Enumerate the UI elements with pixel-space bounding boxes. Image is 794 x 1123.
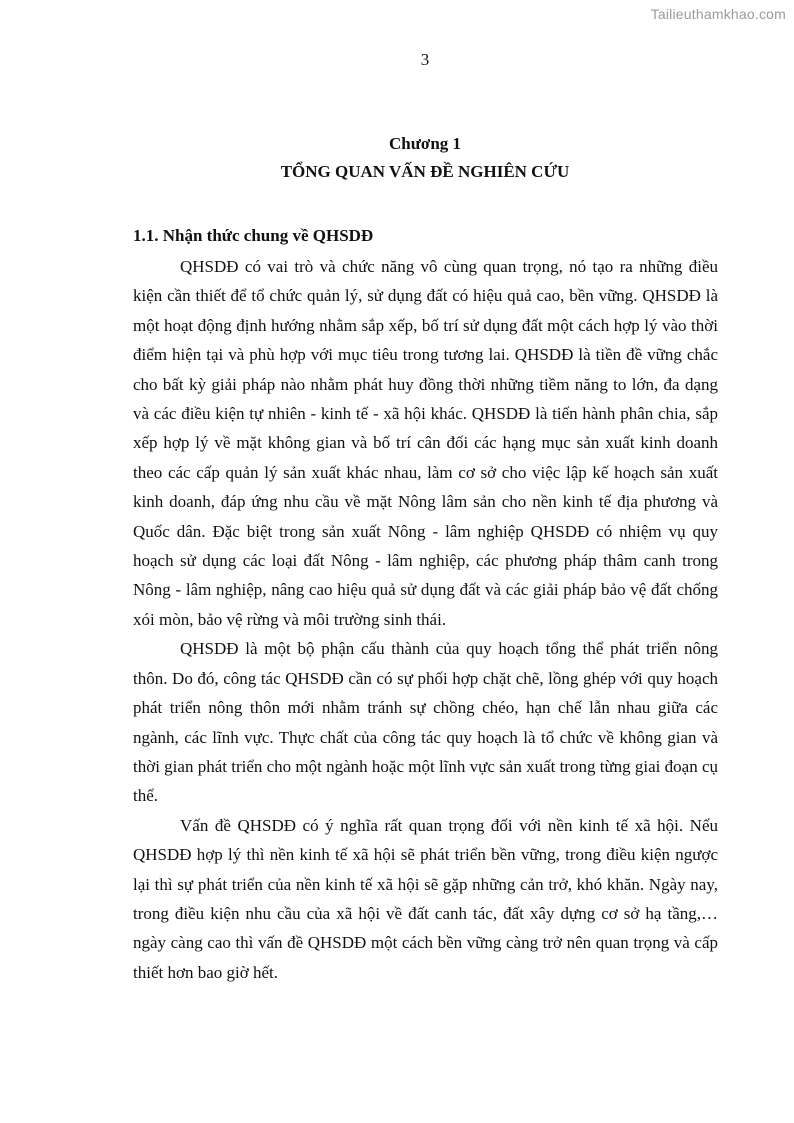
watermark: Tailieuthamkhao.com (650, 6, 786, 22)
paragraph-1: QHSDĐ có vai trò và chức năng vô cùng quan trọng, nó tạo ra những điều kiện cần thiết để tổ chức quản lý, sử dụng đất có hiệu quả cao, bền vững. QHSDĐ là một hoạt động định hướng nhằm sắp xếp, bố trí sử dụng đất một cách hợp lý vào thời điểm hiện tại và phù hợp với mục tiêu trong tương lai. QHSDĐ là tiền đề vững chắc cho bất kỳ giải pháp nào nhằm phát huy đồng thời những tiềm năng to lớn, đa dạng và các điều kiện tự nhiên - kinh tế - xã hội khác. QHSDĐ là tiến hành phân chia, sắp xếp hợp lý về mặt không gian và bố trí cân đối các hạng mục sản xuất kinh doanh theo các cấp quản lý sản xuất khác nhau, làm cơ sở cho việc lập kế hoạch sản xuất kinh doanh, đáp ứng nhu cầu về mặt Nông lâm sản cho nền kinh tế địa phương và Quốc dân. Đặc biệt trong sản xuất Nông - lâm nghiệp QHSDĐ có nhiệm vụ quy hoạch sử dụng các loại đất Nông - lâm nghiệp, các phương pháp thâm canh trong Nông - lâm nghiệp, nâng cao hiệu quả sử dụng đất và các giải pháp bảo vệ đất chống xói mòn, bảo vệ rừng và môi trường sinh thái. (133, 257, 718, 629)
chapter-label: Chương 1 (388, 134, 462, 153)
paragraph-3: Vấn đề QHSDĐ có ý nghĩa rất quan trọng đối với nền kinh tế xã hội. Nếu QHSDĐ hợp lý thì nền kinh tế xã hội sẽ phát triển bền vững, trong điều kiện ngược lại thì sự phát triển của nền kinh tế xã hội sẽ gặp những cản trở, khó khăn. Ngày nay, trong điều kiện nhu cầu của xã hội về đất canh tác, đất xây dựng cơ sở hạ tầng,… ngày càng cao thì vấn đề QHSDĐ một cách bền vững càng trở nên quan trọng và cấp thiết hơn bao giờ hết. (133, 815, 718, 982)
chapter-title: TỔNG QUAN VẤN ĐỀ NGHIÊN CỨU (280, 162, 570, 181)
section-heading: 1.1. Nhận thức chung về QHSDĐ (133, 226, 374, 245)
page-number: 3 (420, 50, 430, 69)
body-text (133, 252, 718, 987)
paragraph-2: QHSDĐ là một bộ phận cấu thành của quy hoạch tổng thể phát triển nông thôn. Do đó, công tác QHSDĐ cần có sự phối hợp chặt chẽ, lồng ghép với quy hoạch phát triển nông thôn mới nhằm tránh sự chồng chéo, hạn chế lẫn nhau giữa các ngành, các lĩnh vực. Thực chất của công tác quy hoạch là tổ chức về không gian và thời gian phát triển cho một ngành hoặc một lĩnh vực sản xuất trong từng giai đoạn cụ thể. (133, 639, 718, 806)
